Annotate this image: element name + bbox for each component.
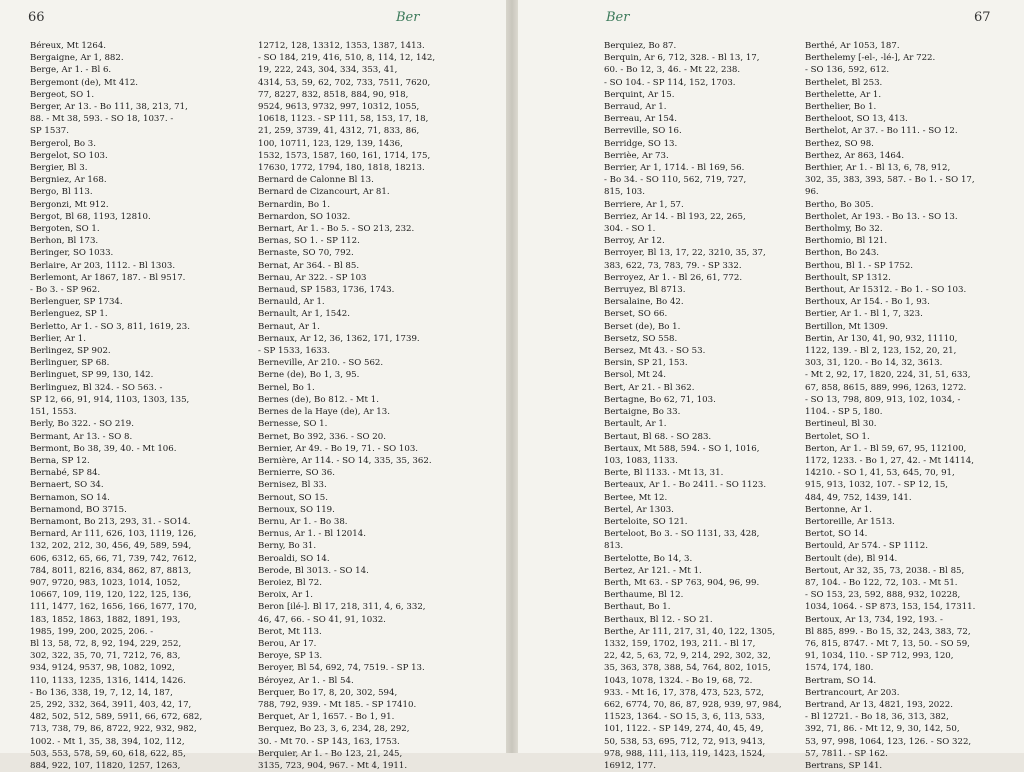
index-entry: Beroix, Ar 1. xyxy=(258,590,313,601)
index-entry: Bernet, Bo 392, 336. - SO 20. xyxy=(258,431,386,442)
index-entry: 9524, 9613, 9732, 997, 10312, 1055, xyxy=(258,102,420,113)
index-entry: Beroaldi, SO 14. xyxy=(258,553,330,564)
index-entry: Bernesse, SO 1. xyxy=(258,419,328,430)
index-entry: 103, 1083, 1133. xyxy=(604,455,678,466)
index-entry: Bertram, SO 14. xyxy=(805,675,877,686)
index-entry: Bertholmy, Bo 32. xyxy=(805,224,883,235)
index-entry: 1043, 1078, 1324. - Bo 19, 68, 72. xyxy=(604,675,753,686)
index-entry: Berthout, Ar 15312. - Bo 1. - SO 103. xyxy=(805,285,967,296)
index-entry: 1532, 1573, 1587, 160, 161, 1714, 175, xyxy=(258,150,431,161)
index-entry: Bernu, Ar 1. - Bo 38. xyxy=(258,516,348,527)
index-entry: Bertoult (de), Bl 914. xyxy=(805,553,898,564)
index-entry: Bertaux, Mt 588, 594. - SO 1, 1016, xyxy=(604,443,760,454)
index-entry: Bertin, Ar 130, 41, 90, 932, 11110, xyxy=(805,333,958,344)
index-entry: 1122, 139. - Bl 2, 123, 152, 20, 21, xyxy=(805,346,957,357)
index-entry: Berthelot, Ar 37. - Bo 111. - SO 12. xyxy=(805,126,958,137)
index-entry: Bernardon, SO 1032. xyxy=(258,211,351,222)
index-entry: 713, 738, 79, 86, 8722, 922, 932, 982, xyxy=(30,724,197,735)
index-entry: 100, 10711, 123, 129, 139, 1436, xyxy=(258,138,403,149)
index-entry: - SO 184, 219, 416, 510, 8, 114, 12, 142, xyxy=(258,53,436,64)
index-entry: Bertolet, SO 1. xyxy=(805,431,870,442)
index-entry: 303, 31, 120. - Bo 14, 32, 3613. xyxy=(805,358,943,369)
index-entry: SP 12, 66, 91, 914, 1103, 1303, 135, xyxy=(30,394,190,405)
index-entry: Berthomio, Bl 121. xyxy=(805,236,888,247)
index-entry: Bergniez, Ar 168. xyxy=(30,175,107,186)
index-entry: Bernes (de), Bo 812. - Mt 1. xyxy=(258,394,379,405)
index-entry: 19, 222, 243, 304, 334, 353, 41, xyxy=(258,65,398,76)
index-entry: Berreau, Ar 154. xyxy=(604,114,678,125)
index-entry: 132, 202, 212, 30, 456, 49, 589, 594, xyxy=(30,541,192,552)
index-entry: Berne (de), Bo 1, 3, 95. xyxy=(258,370,360,381)
index-entry: Berletto, Ar 1. - SO 3, 811, 1619, 23. xyxy=(30,321,190,332)
index-entry: - SO 104. - SP 114, 152, 1703. xyxy=(604,77,736,88)
index-entry: Berrièe, Ar 73. xyxy=(604,150,669,161)
index-entry: - Bo 3. - SP 962. xyxy=(30,285,100,296)
index-entry: Bertout, Ar 32, 35, 73, 2038. - Bl 85, xyxy=(805,565,965,576)
index-entry: Bernas, SO 1. - SP 112. xyxy=(258,236,360,247)
index-entry: - SO 153, 23, 592, 888, 932, 10228, xyxy=(805,590,961,601)
index-entry: Berlinguer, SP 68. xyxy=(30,358,110,369)
left-running-head: Ber xyxy=(396,10,420,25)
index-entry: Berthe, Ar 111, 217, 31, 40, 122, 1305, xyxy=(604,626,776,637)
index-entry: 12712, 128, 13312, 1353, 1387, 1413. xyxy=(258,41,425,51)
index-entry: Bernel, Bo 1. xyxy=(258,382,315,393)
index-entry: Bertrancourt, Ar 203. xyxy=(805,687,900,698)
index-entry: Bernaert, SO 34. xyxy=(30,480,104,491)
index-entry: 21, 259, 3739, 41, 4312, 71, 833, 86, xyxy=(258,126,420,137)
index-entry: Bertel, Ar 1303. xyxy=(604,504,674,515)
index-entry: Berger, Ar 13. - Bo 111, 38, 213, 71, xyxy=(30,102,188,113)
index-entry: Bertrand, Ar 13, 4821, 193, 2022. xyxy=(805,699,953,710)
index-entry: 151, 1553. xyxy=(30,407,77,418)
index-entry: 933. - Mt 16, 17, 378, 473, 523, 572, xyxy=(604,687,765,698)
index-entry: 101, 1122. - SP 149, 274, 40, 45, 49, xyxy=(604,724,764,735)
index-entry: Bernault, Ar 1, 1542. xyxy=(258,309,350,320)
index-entry: Bertholet, Ar 193. - Bo 13. - SO 13. xyxy=(805,211,958,222)
index-entry: Berroy, Ar 12. xyxy=(604,236,665,247)
index-entry: 16912, 177. xyxy=(604,760,656,771)
index-entry: Bertier, Ar 1. - Bl 1, 7, 323. xyxy=(805,309,923,320)
index-entry: Bernard de Calonne Bl 13. xyxy=(258,175,374,186)
index-entry: 934, 9124, 9537, 98, 1082, 1092, xyxy=(30,663,175,674)
index-entry: Bernamont, Bo 213, 293, 31. - SO14. xyxy=(30,516,191,527)
index-entry: 57, 7811. - SP 162. xyxy=(805,748,888,759)
right-column-2 xyxy=(805,40,1020,772)
index-entry: Bermont, Bo 38, 39, 40. - Mt 106. xyxy=(30,443,177,454)
index-entry: Berquiez, Bo 87. xyxy=(604,41,677,51)
index-entry: Bernaste, SO 70, 792. xyxy=(258,248,354,259)
index-entry: Berquez, Bo 23, 3, 6, 234, 28, 292, xyxy=(258,724,410,735)
index-entry: - Bo 136, 338, 19, 7, 12, 14, 187, xyxy=(30,687,173,698)
index-entry: 302, 35, 383, 393, 587. - Bo 1. - SO 17, xyxy=(805,175,975,186)
index-entry: Bergier, Bl 3. xyxy=(30,163,88,174)
index-entry: 1332, 159, 1702, 193, 211. - Bl 17, xyxy=(604,638,756,649)
index-entry: Bersez, Mt 43. - SO 53. xyxy=(604,346,706,357)
index-entry: Bermant, Ar 13. - SO 8. xyxy=(30,431,133,442)
index-entry: Berthoux, Ar 154. - Bo 1, 93. xyxy=(805,297,930,308)
index-entry: Bernamond, BO 3715. xyxy=(30,504,127,515)
index-entry: 304. - SO 1. xyxy=(604,224,656,235)
left-column-2 xyxy=(258,40,473,772)
index-entry: Berlinguet, SP 99, 130, 142. xyxy=(30,370,154,381)
index-entry: Beron [ilé-]. Bl 17, 218, 311, 4, 6, 332, xyxy=(258,602,426,613)
index-entry: 76, 815, 8747. - Mt 7, 13, 50. - SO 59, xyxy=(805,638,970,649)
index-entry: Bergonzi, Mt 912. xyxy=(30,199,109,210)
index-entry: 788, 792, 939. - Mt 185. - SP 17410. xyxy=(258,699,417,710)
index-entry: Bersalaine, Bo 42. xyxy=(604,297,684,308)
index-entry: Bertrans, SP 141. xyxy=(805,760,883,771)
index-entry: Berthez, Ar 863, 1464. xyxy=(805,150,905,161)
book-gutter xyxy=(506,0,518,753)
index-entry: 183, 1852, 1863, 1882, 1891, 193, xyxy=(30,614,181,625)
index-entry: 30. - Mt 70. - SP 143, 163, 1753. xyxy=(258,736,400,747)
index-entry: Berode, Bl 3013. - SO 14. xyxy=(258,565,369,576)
index-entry: Beroye, SP 13. xyxy=(258,651,323,662)
index-entry: 884, 922, 107, 11820, 1257, 1263, xyxy=(30,760,181,771)
index-entry: Berte, Bl 1133. - Mt 13, 31. xyxy=(604,468,724,479)
index-entry: Berteaux, Ar 1. - Bo 2411. - SO 1123. xyxy=(604,480,767,491)
index-entry: 302, 322, 35, 70, 71, 7212, 76, 83, xyxy=(30,651,181,662)
index-entry: Bernardin, Bo 1. xyxy=(258,199,330,210)
index-entry: Bergemont (de), Mt 412. xyxy=(30,77,139,88)
index-entry: 10618, 1123. - SP 111, 58, 153, 17, 18, xyxy=(258,114,429,125)
index-entry: 53, 97, 998, 1064, 123, 126. - SO 322, xyxy=(805,736,972,747)
index-entry: Béroyez, Ar 1. - Bl 54. xyxy=(258,675,354,686)
index-entry: Berthier, Ar 1. - Bl 13, 6, 78, 912, xyxy=(805,163,951,174)
index-entry: 22, 42, 5, 63, 72, 9, 214, 292, 302, 32, xyxy=(604,651,771,662)
index-entry: 87, 104. - Bo 122, 72, 103. - Mt 51. xyxy=(805,577,958,588)
index-entry: Bernaux, Ar 12, 36, 1362, 171, 1739. xyxy=(258,333,420,344)
index-entry: Bl 13, 58, 72, 8, 92, 194, 229, 252, xyxy=(30,638,182,649)
index-entry: Berton, Ar 1. - Bl 59, 67, 95, 112100, xyxy=(805,443,967,454)
index-entry: Bernat, Ar 364. - Bl 85. xyxy=(258,260,360,271)
left-page-number: 66 xyxy=(28,10,45,25)
index-entry: 482, 502, 512, 589, 5911, 66, 672, 682, xyxy=(30,712,203,723)
index-entry: Bernout, SO 15. xyxy=(258,492,329,503)
index-entry: 907, 9720, 983, 1023, 1014, 1052, xyxy=(30,577,181,588)
index-entry: Beringer, SO 1033. xyxy=(30,248,114,259)
index-entry: Bertould, Ar 574. - SP 1112. xyxy=(805,541,928,552)
index-entry: Berthez, SO 98. xyxy=(805,138,874,149)
left-column-1 xyxy=(30,40,245,772)
index-entry: 111, 1477, 162, 1656, 166, 1677, 170, xyxy=(30,602,197,613)
index-entry: Bergoten, SO 1. xyxy=(30,224,100,235)
index-entry: Berthon, Bo 243. xyxy=(805,248,880,259)
index-entry: 91, 1034, 110. - SP 712, 993, 120, xyxy=(805,651,954,662)
index-entry: 1574, 174, 180. xyxy=(805,663,874,674)
index-entry: 110, 1133, 1235, 1316, 1414, 1426. xyxy=(30,675,186,686)
index-entry: Bert, Ar 21. - Bl 362. xyxy=(604,382,695,393)
index-entry: Berth, Mt 63. - SP 763, 904, 96, 99. xyxy=(604,577,760,588)
right-column-1 xyxy=(604,40,819,772)
index-entry: Berthaut, Bo 1. xyxy=(604,602,671,613)
index-entry: Berly, Bo 322. - SO 219. xyxy=(30,419,134,430)
index-entry: Berraud, Ar 1. xyxy=(604,102,667,113)
index-entry: Bertaigne, Bo 33. xyxy=(604,407,681,418)
index-entry: Bertheloot, SO 13, 413. xyxy=(805,114,908,125)
index-entry: Bernaud, SP 1583, 1736, 1743. xyxy=(258,285,395,296)
index-entry: Bernard, Ar 111, 626, 103, 1119, 126, xyxy=(30,529,197,540)
index-entry: Bertineul, Bl 30. xyxy=(805,419,877,430)
index-entry: Bernisez, Bl 33. xyxy=(258,480,327,491)
index-entry: - Bo 34. - SO 110, 562, 719, 727, xyxy=(604,175,747,186)
index-entry: Berthoult, SP 1312. xyxy=(805,272,891,283)
index-entry: 11523, 1364. - SO 15, 3, 6, 113, 533, xyxy=(604,712,765,723)
index-entry: 1985, 199, 200, 2025, 206. - xyxy=(30,626,154,637)
index-entry: Berreville, SO 16. xyxy=(604,126,682,137)
index-entry: 3135, 723, 904, 967. - Mt 4, 1911. xyxy=(258,760,408,771)
index-entry: 4314, 53, 59, 62, 702, 733, 7511, 7620, xyxy=(258,77,431,88)
index-entry: 392, 71, 86. - Mt 12, 9, 30, 142, 50, xyxy=(805,724,960,735)
index-entry: 1104. - SP 5, 180. xyxy=(805,407,883,418)
index-entry: Berot, Mt 113. xyxy=(258,626,322,637)
index-entry: 606, 6312, 65, 66, 71, 739, 742, 7612, xyxy=(30,553,197,564)
index-entry: Berruyez, Bl 8713. xyxy=(604,285,686,296)
index-entry: Bernau, Ar 322. - SP 103 xyxy=(258,272,367,283)
index-entry: - Mt 2, 92, 17, 1820, 224, 31, 51, 633, xyxy=(805,370,971,381)
index-entry: Bergo, Bl 113. xyxy=(30,187,93,198)
index-entry: 1002. - Mt 1, 35, 38, 394, 102, 112, xyxy=(30,736,185,747)
index-entry: Berlingez, SP 902. xyxy=(30,346,111,357)
index-entry: Bernoux, SO 119. xyxy=(258,504,335,515)
index-entry: Bertoux, Ar 13, 734, 192, 193. - xyxy=(805,614,943,625)
index-entry: Bertelotte, Bo 14, 3. xyxy=(604,553,693,564)
index-entry: 815, 103. xyxy=(604,187,646,198)
index-entry: Berthou, Bl 1. - SP 1752. xyxy=(805,260,914,271)
right-page xyxy=(518,0,1024,771)
index-entry: Bertagne, Bo 62, 71, 103. xyxy=(604,394,716,405)
index-entry: Bertault, Ar 1. xyxy=(604,419,667,430)
index-entry: Berridge, SO 13. xyxy=(604,138,678,149)
index-entry: Bertoreille, Ar 1513. xyxy=(805,516,895,527)
index-entry: Berthaux, Bl 12. - SO 21. xyxy=(604,614,713,625)
index-entry: Bertez, Ar 121. - Mt 1. xyxy=(604,565,702,576)
index-entry: Bertonne, Ar 1. xyxy=(805,504,873,515)
index-entry: Berthelette, Ar 1. xyxy=(805,89,882,100)
index-entry: Bernière, Ar 114. - SO 14, 335, 35, 362. xyxy=(258,455,432,466)
index-entry: Berlenguez, SP 1. xyxy=(30,309,108,320)
index-entry: 88. - Mt 38, 593. - SO 18, 1037. - xyxy=(30,114,174,125)
index-entry: Bernaut, Ar 1. xyxy=(258,321,320,332)
right-running-head: Ber xyxy=(606,10,630,25)
index-entry: 383, 622, 73, 783, 79. - SP 332. xyxy=(604,260,742,271)
index-entry: Berquet, Ar 1, 1657. - Bo 1, 91. xyxy=(258,712,395,723)
index-entry: Berteloot, Bo 3. - SO 1131, 33, 428, xyxy=(604,529,760,540)
index-entry: Berthaume, Bl 12. xyxy=(604,590,684,601)
index-entry: Bernes de la Haye (de), Ar 13. xyxy=(258,407,390,418)
index-entry: 503, 553, 578, 59, 60, 618, 622, 85, xyxy=(30,748,186,759)
index-entry: 915, 913, 1032, 107. - SP 12, 15, xyxy=(805,480,949,491)
index-entry: Bertee, Mt 12. xyxy=(604,492,668,503)
index-entry: Bernauld, Ar 1. xyxy=(258,297,325,308)
index-entry: Bernart, Ar 1. - Bo 5. - SO 213, 232. xyxy=(258,224,415,235)
index-entry: - Bl 12721. - Bo 18, 36, 313, 382, xyxy=(805,712,949,723)
index-entry: Bernus, Ar 1. - Bl 12014. xyxy=(258,529,366,540)
index-entry: Berlier, Ar 1. xyxy=(30,333,86,344)
index-entry: Bernard de Cizancourt, Ar 81. xyxy=(258,187,390,198)
index-entry: Bergot, Bl 68, 1193, 12810. xyxy=(30,211,151,222)
index-entry: Berneville, Ar 210. - SO 562. xyxy=(258,358,384,369)
index-entry: Berteloite, SO 121. xyxy=(604,516,688,527)
index-entry: 1172, 1233. - Bo 1, 27, 42. - Mt 14114, xyxy=(805,455,974,466)
index-entry: Berhon, Bl 173. xyxy=(30,236,99,247)
index-entry: Berquint, Ar 15. xyxy=(604,89,675,100)
index-entry: Bertillon, Mt 1309. xyxy=(805,321,888,332)
left-page xyxy=(0,0,506,771)
index-entry: Bersol, Mt 24. xyxy=(604,370,666,381)
index-entry: Bernabé, SP 84. xyxy=(30,468,101,479)
right-page-number: 67 xyxy=(974,10,991,25)
index-entry: Beroyer, Bl 54, 692, 74, 7519. - SP 13. xyxy=(258,663,425,674)
index-entry: Berny, Bo 31. xyxy=(258,541,317,552)
index-entry: 662, 6774, 70, 86, 87, 928, 939, 97, 984, xyxy=(604,699,782,710)
index-entry: 14210. - SO 1, 41, 53, 645, 70, 91, xyxy=(805,468,955,479)
index-entry: Bergaigne, Ar 1, 882. xyxy=(30,53,124,64)
index-entry: Bl 885, 899. - Bo 15, 32, 243, 383, 72, xyxy=(805,626,971,637)
index-entry: 25, 292, 332, 364, 3911, 403, 42, 17, xyxy=(30,699,192,710)
index-entry: Béreux, Mt 1264. xyxy=(30,41,107,51)
index-entry: Berquin, Ar 6, 712, 328. - Bl 13, 17, xyxy=(604,53,760,64)
index-entry: 10667, 109, 119, 120, 122, 125, 136, xyxy=(30,590,192,601)
index-entry: 96. xyxy=(805,187,819,198)
index-entry: 484, 49, 752, 1439, 141. xyxy=(805,492,912,503)
index-entry: Berroyez, Ar 1. - Bl 26, 61, 772. xyxy=(604,272,743,283)
index-entry: Berset (de), Bo 1. xyxy=(604,321,681,332)
index-entry: Berriere, Ar 1, 57. xyxy=(604,199,684,210)
index-entry: SP 1537. xyxy=(30,126,70,137)
index-entry: Berroyer, Bl 13, 17, 22, 3210, 35, 37, xyxy=(604,248,766,259)
index-entry: Berna, SP 12. xyxy=(30,455,90,466)
index-entry: Berriez, Ar 14. - Bl 193, 22, 265, xyxy=(604,211,746,222)
index-entry: Beroiez, Bl 72. xyxy=(258,577,322,588)
index-entry: Berlaire, Ar 203, 1112. - Bl 1303. xyxy=(30,260,176,271)
index-entry: Berthelier, Bo 1. xyxy=(805,102,877,113)
index-entry: Berset, SO 66. xyxy=(604,309,668,320)
index-entry: Berlinguez, Bl 324. - SO 563. - xyxy=(30,382,163,393)
index-entry: Berthé, Ar 1053, 187. xyxy=(805,41,900,51)
index-entry: Bersin, SP 21, 153. xyxy=(604,358,688,369)
index-entry: 46, 47, 66. - SO 41, 91, 1032. xyxy=(258,614,386,625)
index-entry: 77, 8227, 832, 8518, 884, 90, 918, xyxy=(258,89,409,100)
index-entry: Bertot, SO 14. xyxy=(805,529,868,540)
index-entry: 1034, 1064. - SP 873, 153, 154, 17311. xyxy=(805,602,976,613)
index-entry: Bergerol, Bo 3. xyxy=(30,138,97,149)
index-entry: Bernierre, SO 36. xyxy=(258,468,335,479)
index-entry: 35, 363, 378, 388, 54, 764, 802, 1015, xyxy=(604,663,771,674)
index-entry: Berou, Ar 17. xyxy=(258,638,317,649)
index-entry: Berge, Ar 1. - Bl 6. xyxy=(30,65,112,76)
index-entry: 784, 8011, 8216, 834, 862, 87, 8813, xyxy=(30,565,192,576)
index-entry: Bernier, Ar 49. - Bo 19, 71. - SO 103. xyxy=(258,443,419,454)
index-entry: Berlenguer, SP 1734. xyxy=(30,297,123,308)
index-entry: Bergelot, SO 103. xyxy=(30,150,108,161)
index-entry: Berquer, Bo 17, 8, 20, 302, 594, xyxy=(258,687,398,698)
index-entry: Bernamon, SO 14. xyxy=(30,492,110,503)
index-entry: Berrier, Ar 1, 1714. - Bl 169, 56. xyxy=(604,163,745,174)
index-entry: 813. xyxy=(604,541,624,552)
index-entry: - SP 1533, 1633. xyxy=(258,346,330,357)
index-entry: Bertho, Bo 305. xyxy=(805,199,874,210)
index-entry: Bersetz, SO 558. xyxy=(604,333,678,344)
index-entry: 50, 538, 53, 695, 712, 72, 913, 9413, xyxy=(604,736,766,747)
index-entry: 67, 858, 8615, 889, 996, 1263, 1272. xyxy=(805,382,967,393)
index-entry: - SO 13, 798, 809, 913, 102, 1034, - xyxy=(805,394,961,405)
index-entry: Bergeot, SO 1. xyxy=(30,89,95,100)
index-entry: 17630, 1772, 1794, 180, 1818, 18213. xyxy=(258,163,425,174)
index-entry: - SO 136, 592, 612. xyxy=(805,65,890,76)
index-entry: Berquier, Ar 1. - Bo 123, 21, 245, xyxy=(258,748,403,759)
index-entry: 60. - Bo 12, 3, 46. - Mt 22, 238. xyxy=(604,65,741,76)
index-entry: Berthelemy [-el-, -lé-], Ar 722. xyxy=(805,53,936,64)
index-entry: Bertaut, Bl 68. - SO 283. xyxy=(604,431,712,442)
index-entry: Berlemont, Ar 1867, 187. - Bl 9517. xyxy=(30,272,186,283)
index-entry: 978, 988, 111, 113, 119, 1423, 1524, xyxy=(604,748,766,759)
index-entry: Berthelet, Bl 253. xyxy=(805,77,883,88)
